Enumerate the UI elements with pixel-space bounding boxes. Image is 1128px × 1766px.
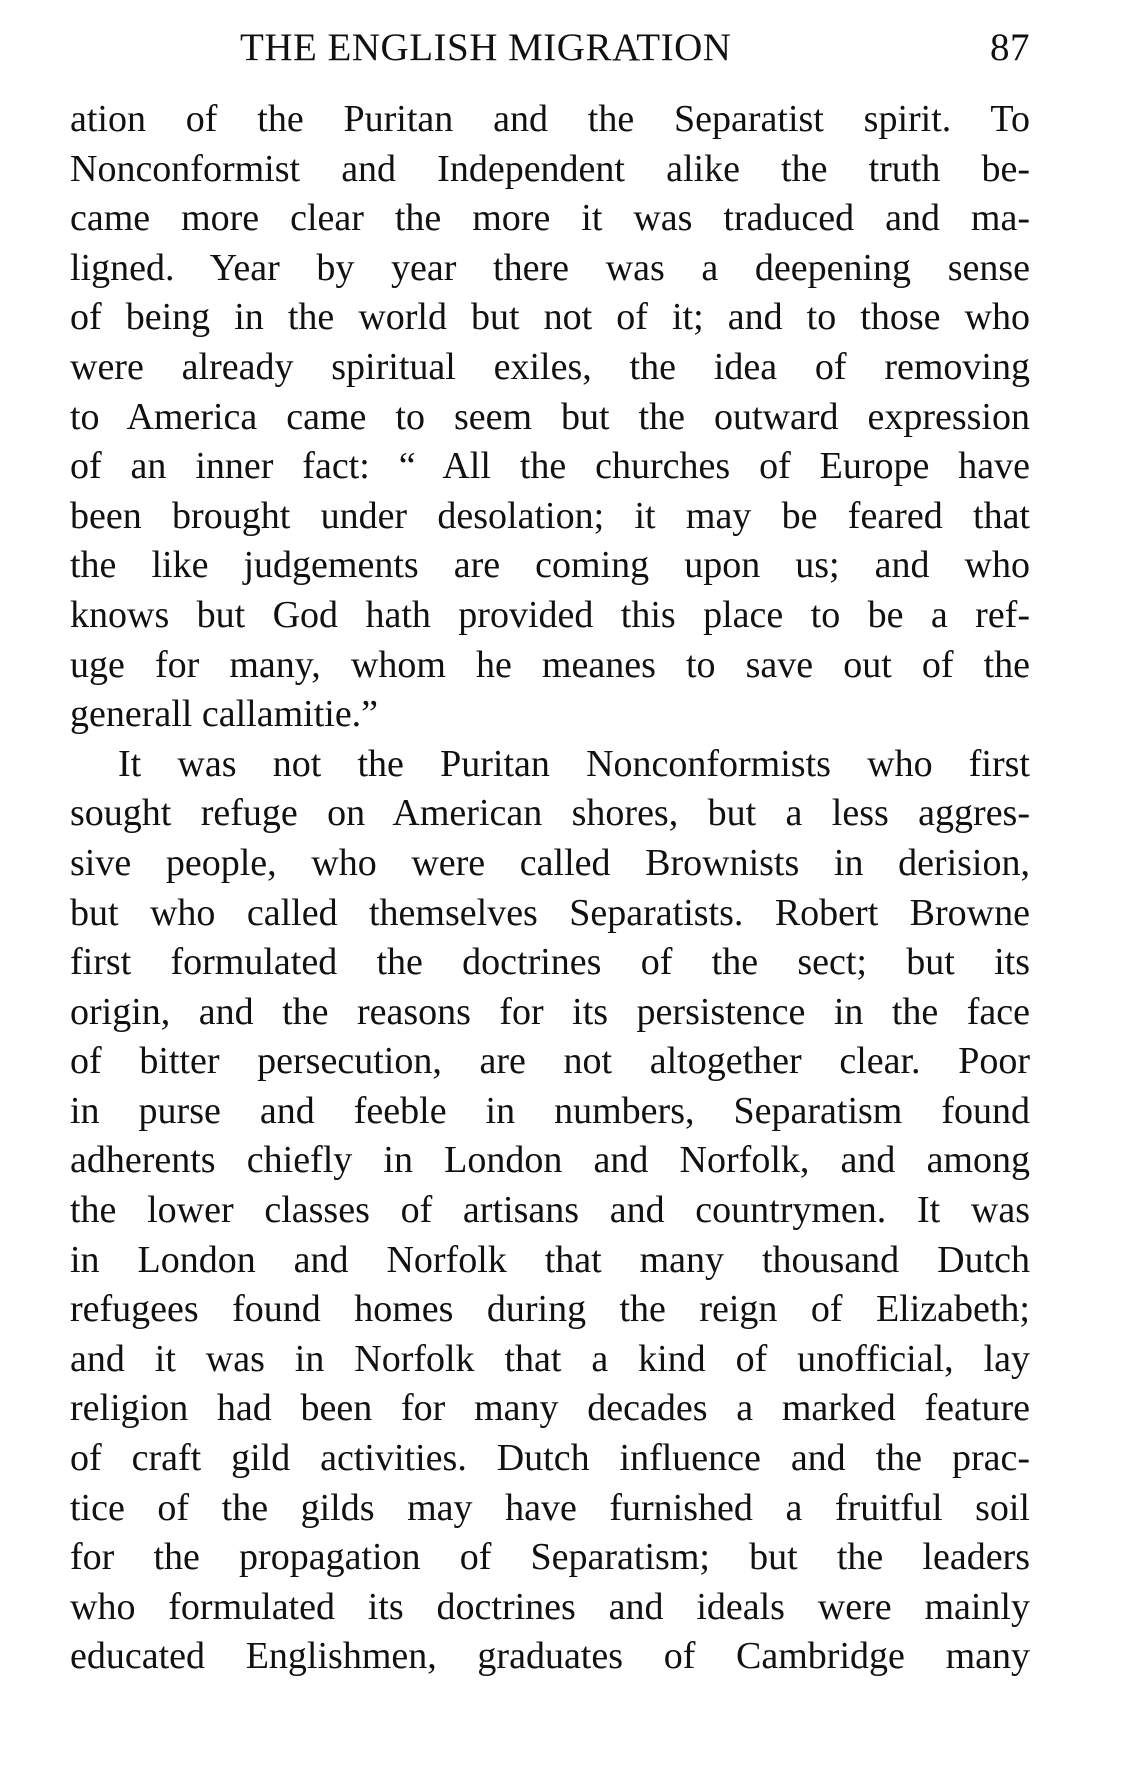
text-line: of being in the world but not of it; and to those who bbox=[70, 296, 1030, 339]
text-line: religion had been for many decades a marked feature bbox=[70, 1387, 1030, 1430]
text-line: origin, and the reasons for its persistence in the face bbox=[70, 990, 1030, 1033]
text-line: refugees found homes during the reign of Elizabeth; bbox=[70, 1288, 1030, 1331]
text-line: educated Englishmen, graduates of Cambridge many bbox=[70, 1635, 1030, 1678]
text-line: and it was in Norfolk that a kind of unofficial, lay bbox=[70, 1337, 1030, 1380]
text-line: to America came to seem but the outward expression bbox=[70, 395, 1030, 438]
text-line: knows but God hath provided this place to be a ref- bbox=[70, 593, 1030, 636]
paragraph-1 bbox=[70, 95, 1030, 740]
page-number: 87 bbox=[990, 26, 1030, 69]
text-line: the like judgements are coming upon us; and who bbox=[70, 544, 1030, 587]
text-line: who formulated its doctrines and ideals were mainly bbox=[70, 1585, 1030, 1628]
text-line: adherents chiefly in London and Norfolk, and among bbox=[70, 1139, 1030, 1182]
text-line: in London and Norfolk that many thousand Dutch bbox=[70, 1238, 1030, 1281]
text-line: of an inner fact: “ All the churches of Europe have bbox=[70, 445, 1030, 488]
text-line: of craft gild activities. Dutch influence and the prac- bbox=[70, 1437, 1030, 1480]
text-line: tice of the gilds may have furnished a fruitful soil bbox=[70, 1486, 1030, 1529]
text-line: sought refuge on American shores, but a less aggres- bbox=[70, 792, 1030, 835]
text-line: It was not the Puritan Nonconformists who first bbox=[118, 742, 1030, 785]
text-line: Nonconformist and Independent alike the truth be- bbox=[70, 147, 1030, 190]
text-line: sive people, who were called Brownists in derision, bbox=[70, 841, 1030, 884]
text-line: came more clear the more it was traduced and ma- bbox=[70, 197, 1030, 240]
text-line: generall callamitie.” bbox=[70, 693, 379, 736]
text-line: ligned. Year by year there was a deepening sense bbox=[70, 246, 1030, 289]
text-line: were already spiritual exiles, the idea of removing bbox=[70, 345, 1030, 388]
running-title: THE ENGLISH MIGRATION bbox=[240, 26, 732, 69]
paragraph-2 bbox=[70, 740, 1030, 1682]
text-line: of bitter persecution, are not altogether clear. Poor bbox=[70, 1040, 1030, 1083]
text-line: for the propagation of Separatism; but the leaders bbox=[70, 1536, 1030, 1579]
text-line: the lower classes of artisans and countrymen. It was bbox=[70, 1189, 1030, 1232]
body-text bbox=[70, 95, 1030, 1682]
text-line: ation of the Puritan and the Separatist spirit. To bbox=[70, 98, 1030, 140]
text-line: been brought under desolation; it may be feared that bbox=[70, 494, 1030, 537]
text-line: but who called themselves Separatists. Robert Browne bbox=[70, 891, 1030, 934]
text-line: first formulated the doctrines of the sect; but its bbox=[70, 941, 1030, 984]
text-line: in purse and feeble in numbers, Separatism found bbox=[70, 1089, 1030, 1132]
text-line: uge for many, whom he meanes to save out of the bbox=[70, 643, 1030, 686]
running-head bbox=[70, 18, 1030, 78]
